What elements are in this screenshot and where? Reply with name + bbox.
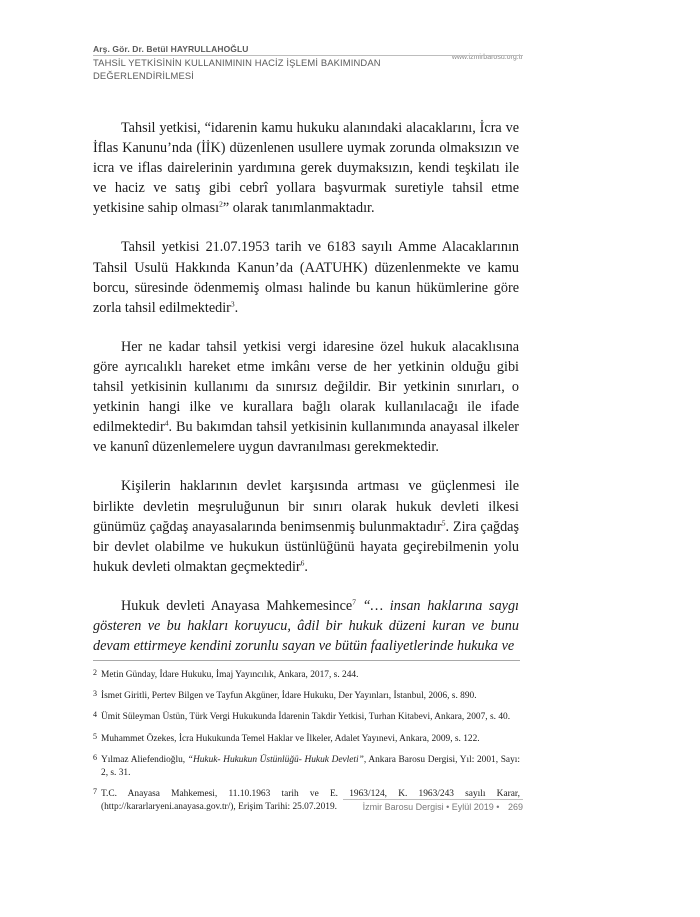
footnote-ref[interactable]: 5 (441, 517, 446, 527)
footer-divider (343, 799, 523, 800)
footnote: 6 Yılmaz Aliefendioğlu, “Hukuk- Hukukun Üstünlüğü- Hukuk Devleti”, Ankara Barosu Dergisi, Yıl: 2001, Sayı: 2, s. 31. (93, 752, 520, 779)
court-quote: “… insan haklarına saygı gösteren ve bu hakları koruyucu, âdil bir hukuk düzeni kuran ve bunu devam ettirmeye kendini zorunlu sayan ve bütün faaliyetlerinde hukuka ve (93, 597, 519, 655)
footnote-ref[interactable]: 6 (300, 558, 305, 568)
header-divider (93, 55, 523, 56)
paragraph-1: Tahsil yetkisi, “idarenin kamu hukuku alanındaki alacaklarını, İcra ve İflas Kanunu’nda (İİK) düzenlenen usullere uymak zorunda olmaksızın ve icra ve iflas dairelerinin yardımına gerek duymaksızın, kendi teşkilatı ile ve haciz ve satış gibi cebrî yollara başvurmak suretiyle tahsil etme yetkisine sahip olması$^2$” olarak tanımlanmaktadır. (93, 120, 519, 217)
paragraph-5: Hukuk devleti Anayasa Mahkemesince$^7$ “… insan haklarına saygı gösteren ve bu hakları koruyucu, âdil bir hukuk düzeni kuran ve bunu devam ettirmeye kendini zorunlu sayan ve bütün faaliyetlerinde hukuka ve (93, 597, 519, 655)
footnote: 3 İsmet Giritli, Pertev Bilgen ve Tayfun Akgüner, İdare Hukuku, Der Yayınları, İstanbul, 2006, s. 890. (93, 689, 477, 702)
footnote-ref[interactable]: 4 (164, 418, 169, 428)
header-title-line1: TAHSİL YETKİSİNİN KULLANIMININ HACİZ İŞLEMİ BAKIMINDAN (93, 57, 381, 68)
footnote-ref[interactable]: 3 (230, 299, 235, 309)
footnote: 5 Muhammet Özekes, İcra Hukukunda Temel Haklar ve İlkeler, Adalet Yayınevi, Ankara, 2009, s. 122. (93, 731, 480, 744)
footnote: 2 Metin Günday, İdare Hukuku, İmaj Yayıncılık, Ankara, 2017, s. 244. (93, 668, 359, 680)
header-title-line2: DEĞERLENDİRİLMESİ (93, 69, 195, 81)
footnotes (93, 661, 520, 815)
paragraph-4: Kişilerin haklarının devlet karşısında artması ve güçlenmesi ile birlikte devletin meşruluğunun bir sınırı olarak hukuk devleti ilkesi günümüz çağdaş anayasalarında benimsenmiş bulunmaktadır$^5$. Zira çağdaş bir devlet olabilme ve hukukun üstünlüğünü hayata geçirebilmenin yolu hukuk devleti olmaktan geçmektedir$^6$. (93, 478, 519, 575)
running-header (93, 44, 523, 82)
footnote-number: 3 (93, 689, 97, 699)
footnote: 7 T.C. Anayasa Mahkemesi, 11.10.1963 tarih ve E. 1963/124, K. 1963/243 sayılı Karar, (http://kararlaryeni.anayasa.gov.tr/), Erişim Tarihi: 25.07.2019. (93, 787, 520, 813)
footnote-ref[interactable]: 2 (219, 199, 223, 209)
footnote-number: 5 (93, 731, 97, 741)
article-body (93, 118, 519, 675)
paragraph-3: Her ne kadar tahsil yetkisi vergi idaresine özel hukuk alacaklısına göre ayrıcalıklı hareket etme imkânı verse de her yetkinin olduğu gibi tahsil yetkisinin kullanımı da sınırsız değildir. Bir yetkinin sınırları, o yetkinin hangi ilke ve kurallara bağlı olarak kullanılacağı ile ifade edilmektedir$^4$. Bu bakımdan tahsil yetkisinin kullanımında anayasal ilkeler ve kanunî düzenlemelere uygun davranılması gerekmektedir. (93, 338, 519, 456)
footnote-number: 4 (93, 710, 97, 720)
page-number: 269 (507, 802, 523, 812)
footnote: 4 Ümit Süleyman Üstün, Türk Vergi Hukukunda İdarenin Takdir Yetkisi, Turhan Kitabevi, Ankara, 2007, s. 40. (93, 710, 511, 723)
page-footer (343, 802, 523, 812)
footnote-number: 7 (93, 787, 97, 797)
footnote-number: 2 (93, 668, 97, 677)
footer-journal: İzmir Barosu Dergisi • Eylül 2019 • (362, 802, 500, 812)
footnote-number: 6 (93, 752, 97, 762)
paragraph-2: Tahsil yetkisi 21.07.1953 tarih ve 6183 sayılı Amme Alacaklarının Tahsil Usulü Hakkında Kanun’da (AATUHK) düzenlenmekte ve kamu borcu, süresinde ödenmemiş olması halinde bu kanun hükümlerine göre zorla tahsil edilmektedir$^3$. (93, 239, 519, 316)
header-url[interactable]: www.izmirbarosu.org.tr (451, 54, 523, 61)
header-author: Arş. Gör. Dr. Betül HAYRULLAHOĞLU (93, 44, 249, 54)
footnote-ref[interactable]: 7 (352, 597, 356, 607)
